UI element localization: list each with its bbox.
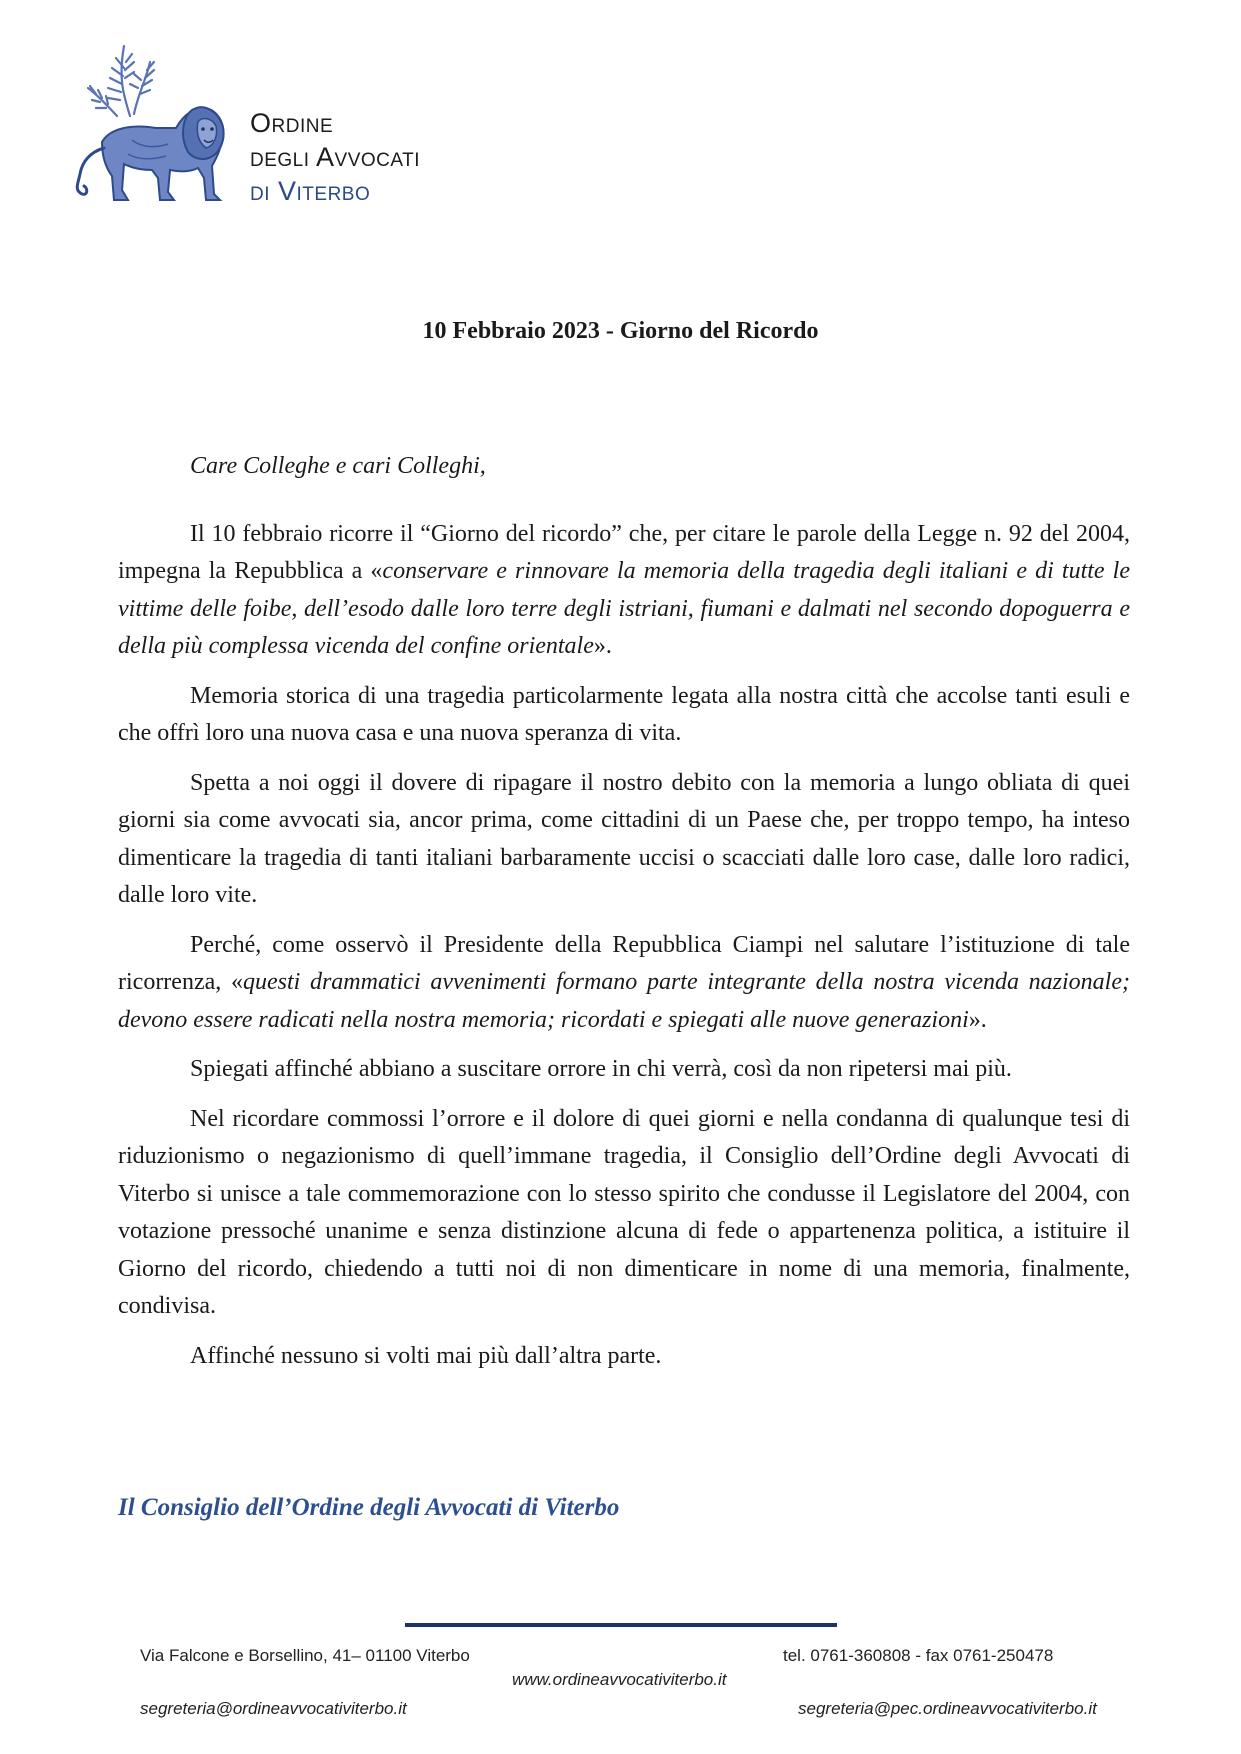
ciampi-quote: questi drammatici avvenimenti formano parte integrante della nostra vicenda nazionale; devono essere radicati nella nostra memoria; ricordati e spiegati alle nuove generazioni [118,969,1130,1033]
lion-with-palm-logo-icon [72,44,237,214]
org-name-line3: di Viterbo [250,176,371,206]
paragraph-2: Memoria storica di una tragedia particolarmente legata alla nostra città che accolse tanti esuli e che offrì loro una nuova casa e una nuova speranza di vita. [118,682,1130,746]
paragraph-5: Spiegati affinché abbiano a suscitare orrore in chi verrà, così da non ripetersi mai più. [190,1056,1012,1082]
footer-divider [405,1623,837,1627]
footer-pec-email[interactable]: segreteria@pec.ordineavvocativiterbo.it [798,1699,1097,1718]
paragraph-3: Spetta a noi oggi il dovere di ripagare il nostro debito con la memoria a lungo obliata di quei giorni sia come avvocati sia, ancor prima, come cittadini di un Paese che, per troppo tempo, ha inteso dimenticare la tragedia di tanti italiani barbaramente uccisi o scacciati dalle loro case, dalle loro radici, dalle loro vite. [118,769,1130,908]
signature: Il Consiglio dell’Ordine degli Avvocati di Viterbo [118,1494,620,1521]
footer-website[interactable]: www.ordineavvocativiterbo.it [512,1670,727,1689]
greeting: Care Colleghe e cari Colleghi, [190,453,486,479]
organization-name [250,106,420,208]
paragraph-4-end: ». [968,1006,987,1033]
footer-address: Via Falcone e Borsellino, 41– 01100 Viterbo [140,1646,470,1665]
footer-email[interactable]: segreteria@ordineavvocativiterbo.it [140,1699,407,1718]
paragraph-6: Nel ricordare commossi l’orrore e il dolore di quei giorni e nella condanna di qualunque tesi di riduzionismo o negazionismo di quell’immane tragedia, il Consiglio dell’Ordine degli Avvocati di Viterbo si unisce a tale commemorazione con lo stesso spirito che condusse il Legislatore del 2004, con votazione pressoché unanime e senza distinzione alcuna di fede o appartenenza politica, a istituire il Giorno del ricordo, chiedendo a tutti noi di non dimenticare in nome di una memoria, finalmente, condivisa. [118,1105,1130,1319]
document-title: 10 Febbraio 2023 - Giorno del Ricordo [422,318,819,344]
paragraph-4 [118,927,1130,1040]
law-quote: conservare e rinnovare la memoria della tragedia degli italiani e di tutte le vittime delle foibe, dell’esodo dalle loro terre degli istriani, fiumani e dalmati nel secondo dopoguerra e della più complessa vicenda del confine orientale [118,558,1130,659]
letter-body [118,448,1130,1387]
paragraph-7: Affinché nessuno si volti mai più dall’altra parte. [190,1342,662,1369]
paragraph-1 [118,516,1130,666]
footer-phone: tel. 0761-360808 - fax 0761-250478 [783,1646,1054,1665]
org-name-line2: degli Avvocati [250,142,421,172]
letterhead [72,44,492,214]
paragraph-1-text: Il 10 febbraio ricorre il “Giorno del ricordo” che, per citare le parole della Legge n. 92 del 2004, impegna la Repubblica a « [118,520,1130,584]
paragraph-4-text: Perché, come osservò il Presidente della Repubblica Ciampi nel salutare l’istituzione di tale ricorrenza, « [118,931,1130,995]
paragraph-1-end: ». [593,633,612,659]
org-name-line1: Ordine [250,108,334,138]
